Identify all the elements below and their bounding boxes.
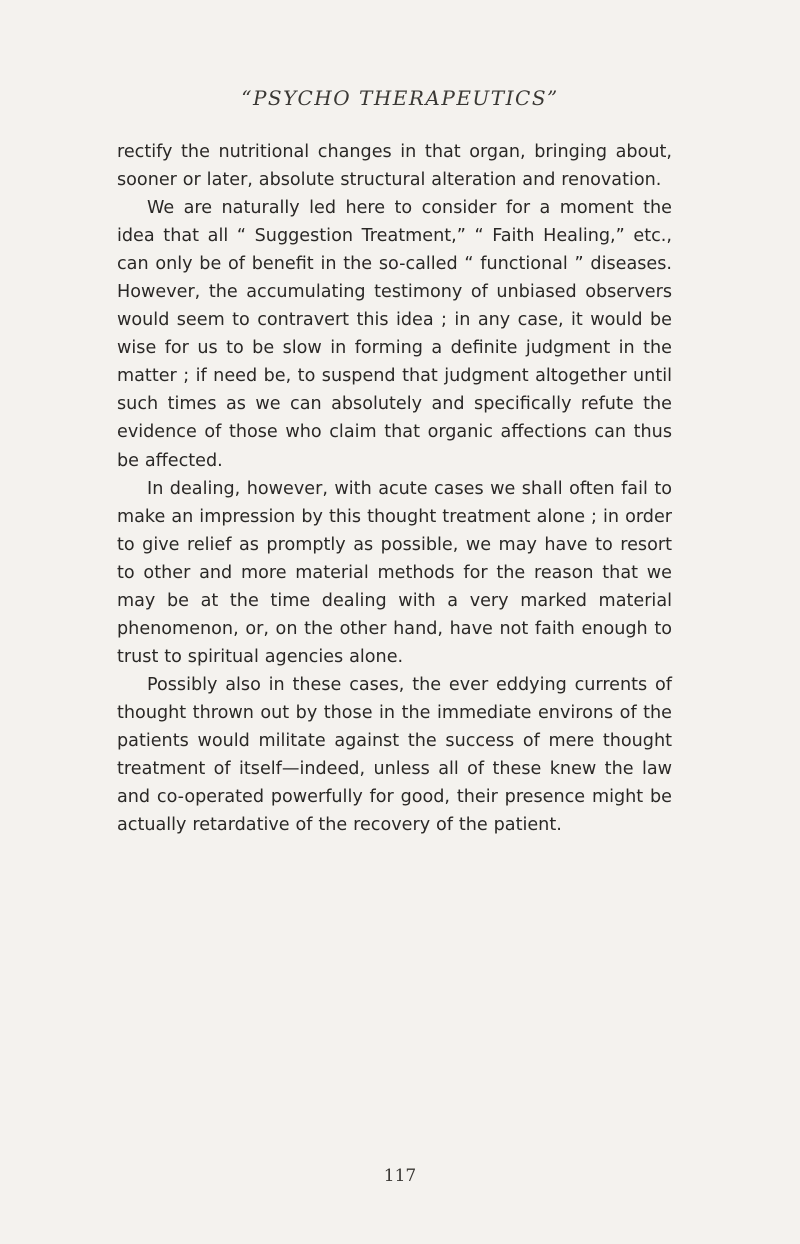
page-number: 117 [383,1166,417,1186]
paragraph-4: Possibly also in these cases, the ever eddying currents of thought thrown out by those in the immediate environs of the patients would militate against the success of mere thought treatment of itself—indeed, unless all of these knew the law and co-operated powerfully for good, their presence might be actually retardative of the recovery of the patient. [117,674,672,836]
paragraph-1: rectify the nutritional changes in that organ, bringing about, sooner or later, absolute structural alteration and renovation. [117,142,672,191]
paragraph-2: We are naturally led here to consider for a moment the idea that all “ Suggestion Treatment,” “ Faith Healing,” etc., can only be of benefit in the so-called “ functional ” diseases. However, the accumulating testimony of unbiased observers would seem to contravert this idea ; in any case, it would be wise for us to be slow in forming a definite judgment in the matter ; if need be, to suspend that judgment altogether until such times as we can absolutely and specifically refute the evidence of those who claim that organic affections can thus be affected. [117,198,672,471]
paragraph-3: In dealing, however, with acute cases we shall often fail to make an impression by this thought treatment alone ; in order to give relief as promptly as possible, we may have to resort to other and more material methods for the reason that we may be at the time dealing with a very marked material phenomenon, or, on the other hand, have not faith enough to trust to spiritual agencies alone. [117,478,672,667]
running-head: “PSYCHO THERAPEUTICS” [241,86,559,110]
body-text [117,138,672,839]
